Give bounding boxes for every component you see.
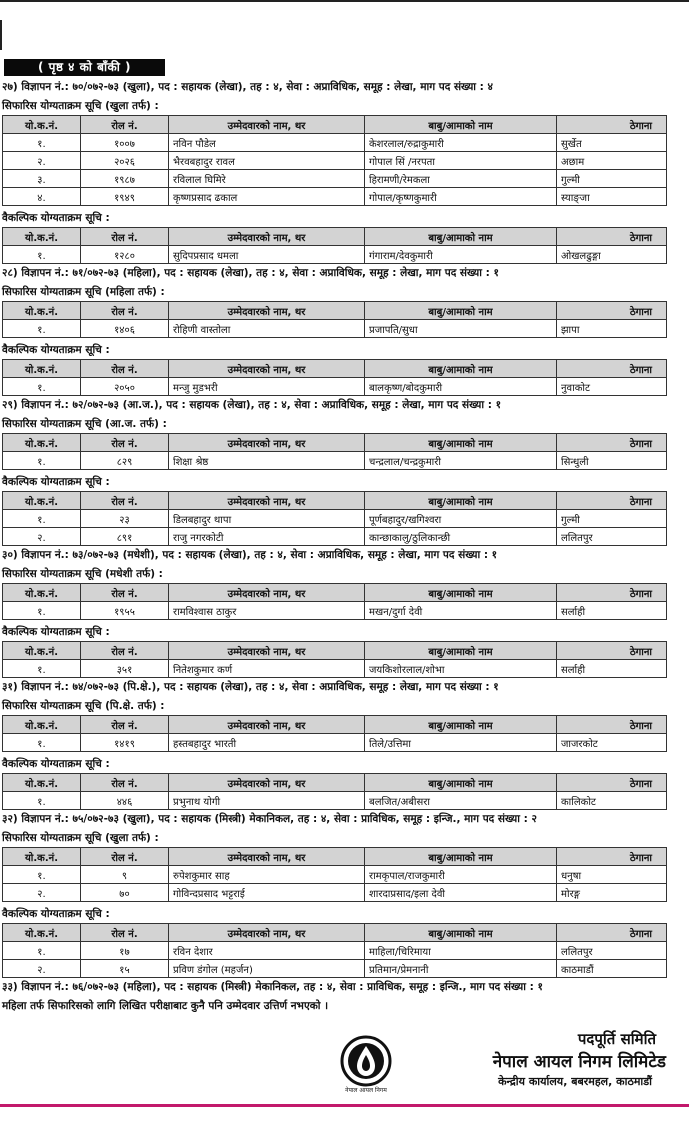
cell-roll: ४४६ xyxy=(81,792,169,810)
cell-sn: १. xyxy=(3,246,81,264)
column-header-address: ठेगाना xyxy=(557,642,667,660)
cell-parents: चन्द्रलाल/चन्द्रकुमारी xyxy=(365,452,557,470)
column-header-sn: यो.क.नं. xyxy=(3,642,81,660)
candidate-table xyxy=(2,923,667,978)
column-header-sn: यो.क.नं. xyxy=(3,716,81,734)
candidate-table xyxy=(2,301,667,338)
cell-address: मोरङ्ग xyxy=(557,884,667,902)
cell-roll: २३ xyxy=(81,510,169,528)
column-header-sn: यो.क.नं. xyxy=(3,360,81,378)
candidate-table xyxy=(2,359,667,396)
candidate-table xyxy=(2,715,667,752)
cell-sn: १. xyxy=(3,452,81,470)
column-header-sn: यो.क.नं. xyxy=(3,302,81,320)
cell-roll: १५ xyxy=(81,960,169,978)
cell-address: ललितपुर xyxy=(557,528,667,546)
column-header-name: उम्मेदवारको नाम, थर xyxy=(169,228,365,246)
table-header-row xyxy=(3,642,667,660)
table-header-row xyxy=(3,716,667,734)
cell-address: सर्लाही xyxy=(557,660,667,678)
left-margin-mark xyxy=(0,20,2,50)
column-header-name: उम्मेदवारको नाम, थर xyxy=(169,584,365,602)
column-header-sn: यो.क.नं. xyxy=(3,584,81,602)
cell-name: नितेशकुमार कर्ण xyxy=(169,660,365,678)
section-header: २७) विज्ञापन नं.: ७०/०७२-७३ (खुला), पद : सहायक (लेखा), तह : ४, सेवा : अप्राविधिक, समूह : लेखा, माग पद संख्या : ४ xyxy=(2,81,493,93)
column-header-sn: यो.क.नं. xyxy=(3,434,81,452)
cell-name: रविन देशार xyxy=(169,942,365,960)
candidate-table xyxy=(2,847,667,902)
table-header-row xyxy=(3,848,667,866)
column-header-address: ठेगाना xyxy=(557,116,667,134)
table-header-row xyxy=(3,492,667,510)
cell-roll: १७ xyxy=(81,942,169,960)
column-header-roll: रोल नं. xyxy=(81,774,169,792)
table-row xyxy=(3,170,667,188)
cell-roll: ८९१ xyxy=(81,528,169,546)
section-header: ३३) विज्ञापन नं.: ७६/०७२-७३ (महिला), पद : सहायक (मिस्त्री) मेकानिकल, तह : ४, सेवा : प्राविधिक, समूह : इन्जि., माग पद संख्या : १ xyxy=(2,981,543,993)
recommended-list-title: सिफारिस योग्यताक्रम सूचि (खुला तर्फ) : xyxy=(2,100,159,112)
cell-parents: बलजित/अबीसरा xyxy=(365,792,557,810)
column-header-name: उम्मेदवारको नाम, थर xyxy=(169,716,365,734)
cell-roll: ३५१ xyxy=(81,660,169,678)
section-header: २९) विज्ञापन नं.: ७२/०७२-७३ (आ.ज.), पद : सहायक (लेखा), तह : ४, सेवा : अप्राविधिक, समूह : लेखा, माग पद संख्या : १ xyxy=(2,399,502,411)
column-header-name: उम्मेदवारको नाम, थर xyxy=(169,924,365,942)
cell-parents: रामकृपाल/राजकुमारी xyxy=(365,866,557,884)
cell-name: राजु नगरकोटी xyxy=(169,528,365,546)
candidate-table xyxy=(2,583,667,620)
column-header-address: ठेगाना xyxy=(557,302,667,320)
table-row xyxy=(3,188,667,206)
cell-address: स्याङ्जा xyxy=(557,188,667,206)
noc-logo-icon xyxy=(338,1035,394,1095)
table-row xyxy=(3,246,667,264)
cell-parents: माहिला/चिरिमाया xyxy=(365,942,557,960)
cell-roll: १९८७ xyxy=(81,170,169,188)
section-header: ३०) विज्ञापन नं.: ७३/०७२-७३ (मधेशी), पद : सहायक (लेखा), तह : ४, सेवा : अप्राविधिक, समूह : लेखा, माग पद संख्या : १ xyxy=(2,549,498,561)
table-row xyxy=(3,884,667,902)
table-header-row xyxy=(3,774,667,792)
cell-address: काठमाडौं xyxy=(557,960,667,978)
table-header-row xyxy=(3,360,667,378)
cell-name: प्रविण डंगोल (महर्जन) xyxy=(169,960,365,978)
cell-sn: १. xyxy=(3,942,81,960)
column-header-name: उम्मेदवारको नाम, थर xyxy=(169,848,365,866)
column-header-parents: बाबु/आमाको नाम xyxy=(365,434,557,452)
cell-parents: प्रतिमान/प्रेमनानी xyxy=(365,960,557,978)
column-header-parents: बाबु/आमाको नाम xyxy=(365,228,557,246)
cell-name: प्रभुनाथ योगी xyxy=(169,792,365,810)
column-header-roll: रोल नं. xyxy=(81,302,169,320)
table-row xyxy=(3,452,667,470)
cell-sn: ४. xyxy=(3,188,81,206)
cell-name: कृष्णप्रसाद ढकाल xyxy=(169,188,365,206)
column-header-roll: रोल नं. xyxy=(81,584,169,602)
candidate-table xyxy=(2,641,667,678)
cell-roll: २०२६ xyxy=(81,152,169,170)
column-header-sn: यो.क.नं. xyxy=(3,228,81,246)
cell-parents: प्रजापति/सुधा xyxy=(365,320,557,338)
section-header: २८) विज्ञापन नं.: ७१/०७२-७३ (महिला), पद : सहायक (लेखा), तह : ४, सेवा : अप्राविधिक, समूह : लेखा, माग पद संख्या : १ xyxy=(2,267,499,279)
table-header-row xyxy=(3,302,667,320)
candidate-table xyxy=(2,115,667,206)
cell-address: गुल्मी xyxy=(557,510,667,528)
cell-sn: ३. xyxy=(3,170,81,188)
recommended-list-title: सिफारिस योग्यताक्रम सूचि (आ.ज. तर्फ) : xyxy=(2,418,167,430)
cell-address: जाजरकोट xyxy=(557,734,667,752)
cell-address: सुर्खेत xyxy=(557,134,667,152)
bottom-accent-rule xyxy=(0,1104,689,1107)
alternate-list-title: वैकल्पिक योग्यताक्रम सूचि : xyxy=(2,476,110,488)
cell-sn: १. xyxy=(3,320,81,338)
table-header-row xyxy=(3,924,667,942)
cell-address: सिन्धुली xyxy=(557,452,667,470)
column-header-name: उम्मेदवारको नाम, थर xyxy=(169,434,365,452)
column-header-name: उम्मेदवारको नाम, थर xyxy=(169,774,365,792)
cell-address: झापा xyxy=(557,320,667,338)
cell-address: गुल्मी xyxy=(557,170,667,188)
recommended-list-title: सिफारिस योग्यताक्रम सूचि (पि.क्षे. तर्फ) : xyxy=(2,700,165,712)
cell-parents: गोपाल/कृष्णकुमारी xyxy=(365,188,557,206)
column-header-roll: रोल नं. xyxy=(81,716,169,734)
column-header-address: ठेगाना xyxy=(557,924,667,942)
column-header-roll: रोल नं. xyxy=(81,848,169,866)
cell-parents: पूर्णबहादुर/खगिश्वरा xyxy=(365,510,557,528)
table-header-row xyxy=(3,116,667,134)
cell-roll: १४०६ xyxy=(81,320,169,338)
recommended-list-title: सिफारिस योग्यताक्रम सूचि (खुला तर्फ) : xyxy=(2,832,159,844)
cell-roll: १९४९ xyxy=(81,188,169,206)
cell-sn: २. xyxy=(3,152,81,170)
table-row xyxy=(3,792,667,810)
top-rule xyxy=(0,0,689,2)
column-header-address: ठेगाना xyxy=(557,360,667,378)
cell-parents: तिले/उत्तिमा xyxy=(365,734,557,752)
table-row xyxy=(3,960,667,978)
cell-address: कालिकोट xyxy=(557,792,667,810)
column-header-name: उम्मेदवारको नाम, थर xyxy=(169,360,365,378)
cell-name: डिलबहादुर थापा xyxy=(169,510,365,528)
organization-name: नेपाल आयल निगम लिमिटेड xyxy=(492,1052,666,1072)
column-header-parents: बाबु/आमाको नाम xyxy=(365,774,557,792)
cell-address: ओखलढुङ्गा xyxy=(557,246,667,264)
results-list xyxy=(2,78,687,1015)
alternate-list-title: वैकल्पिक योग्यताक्रम सूचि : xyxy=(2,626,110,638)
table-row xyxy=(3,734,667,752)
cell-sn: १. xyxy=(3,602,81,620)
candidate-table xyxy=(2,227,667,264)
cell-parents: जयकिशोरलाल/शोभा xyxy=(365,660,557,678)
cell-parents: केशरलाल/रुद्राकुमारी xyxy=(365,134,557,152)
cell-sn: १. xyxy=(3,734,81,752)
column-header-parents: बाबु/आमाको नाम xyxy=(365,716,557,734)
column-header-parents: बाबु/आमाको नाम xyxy=(365,584,557,602)
committee-name: पदपूर्ति समिति xyxy=(577,1030,656,1048)
table-row xyxy=(3,528,667,546)
cell-name: रोहिणी वास्तोला xyxy=(169,320,365,338)
cell-parents: मखन/दुर्गा देवी xyxy=(365,602,557,620)
candidate-table xyxy=(2,773,667,810)
cell-parents: बालकृष्ण/बोदकुमारी xyxy=(365,378,557,396)
column-header-roll: रोल नं. xyxy=(81,434,169,452)
table-row xyxy=(3,602,667,620)
cell-name: मन्जु मुडभरी xyxy=(169,378,365,396)
column-header-sn: यो.क.नं. xyxy=(3,774,81,792)
column-header-sn: यो.क.नं. xyxy=(3,492,81,510)
cell-sn: १. xyxy=(3,510,81,528)
table-row xyxy=(3,152,667,170)
cell-sn: १. xyxy=(3,134,81,152)
column-header-parents: बाबु/आमाको नाम xyxy=(365,492,557,510)
table-row xyxy=(3,320,667,338)
final-note: महिला तर्फ सिफारिसको लागि लिखित परीक्षाबाट कुनै पनि उम्मेदवार उत्तिर्ण नभएको । xyxy=(2,1000,329,1012)
cell-address: सर्लाही xyxy=(557,602,667,620)
column-header-parents: बाबु/आमाको नाम xyxy=(365,360,557,378)
cell-roll: १२८० xyxy=(81,246,169,264)
table-header-row xyxy=(3,228,667,246)
column-header-roll: रोल नं. xyxy=(81,642,169,660)
cell-name: भैरवबहादुर रावल xyxy=(169,152,365,170)
alternate-list-title: वैकल्पिक योग्यताक्रम सूचि : xyxy=(2,212,110,224)
table-row xyxy=(3,942,667,960)
cell-name: हस्तबहादुर भारती xyxy=(169,734,365,752)
column-header-sn: यो.क.नं. xyxy=(3,924,81,942)
cell-name: गोविन्दप्रसाद भट्टराई xyxy=(169,884,365,902)
recommended-list-title: सिफारिस योग्यताक्रम सूचि (मधेशी तर्फ) : xyxy=(2,568,163,580)
cell-parents: गोपाल सिं /नरपता xyxy=(365,152,557,170)
column-header-sn: यो.क.नं. xyxy=(3,848,81,866)
cell-sn: १. xyxy=(3,378,81,396)
column-header-roll: रोल नं. xyxy=(81,228,169,246)
cell-address: ललितपुर xyxy=(557,942,667,960)
column-header-address: ठेगाना xyxy=(557,434,667,452)
cell-sn: १. xyxy=(3,792,81,810)
column-header-roll: रोल नं. xyxy=(81,492,169,510)
table-header-row xyxy=(3,584,667,602)
cell-sn: २. xyxy=(3,528,81,546)
cell-roll: १००७ xyxy=(81,134,169,152)
cell-parents: शारदाप्रसाद/इला देवी xyxy=(365,884,557,902)
cell-sn: १. xyxy=(3,660,81,678)
cell-name: रुपेशकुमार साह xyxy=(169,866,365,884)
table-row xyxy=(3,660,667,678)
svg-text:नेपाल आयल निगम: नेपाल आयल निगम xyxy=(345,1087,387,1094)
column-header-name: उम्मेदवारको नाम, थर xyxy=(169,302,365,320)
cell-address: धनुषा xyxy=(557,866,667,884)
table-row xyxy=(3,134,667,152)
table-row xyxy=(3,378,667,396)
column-header-parents: बाबु/आमाको नाम xyxy=(365,302,557,320)
cell-parents: गंगाराम/देवकुमारी xyxy=(365,246,557,264)
alternate-list-title: वैकल्पिक योग्यताक्रम सूचि : xyxy=(2,908,110,920)
continuation-tab: ( पृष्ठ ४ को बाँकी ) xyxy=(4,59,165,76)
cell-roll: १९५५ xyxy=(81,602,169,620)
cell-roll: ८२९ xyxy=(81,452,169,470)
column-header-address: ठेगाना xyxy=(557,774,667,792)
column-header-address: ठेगाना xyxy=(557,848,667,866)
section-header: ३२) विज्ञापन नं.: ७५/०७२-७३ (खुला), पद : सहायक (मिस्त्री) मेकानिकल, तह : ४, सेवा : प्राविधिक, समूह : इन्जि., माग पद संख्या : २ xyxy=(2,813,537,825)
column-header-parents: बाबु/आमाको नाम xyxy=(365,642,557,660)
column-header-parents: बाबु/आमाको नाम xyxy=(365,924,557,942)
cell-sn: २. xyxy=(3,884,81,902)
column-header-address: ठेगाना xyxy=(557,492,667,510)
cell-name: रामविश्वास ठाकुर xyxy=(169,602,365,620)
column-header-parents: बाबु/आमाको नाम xyxy=(365,116,557,134)
column-header-parents: बाबु/आमाको नाम xyxy=(365,848,557,866)
cell-address: नुवाकोट xyxy=(557,378,667,396)
column-header-name: उम्मेदवारको नाम, थर xyxy=(169,116,365,134)
table-row xyxy=(3,866,667,884)
cell-name: रविलाल घिमिरे xyxy=(169,170,365,188)
column-header-name: उम्मेदवारको नाम, थर xyxy=(169,492,365,510)
candidate-table xyxy=(2,433,667,470)
column-header-address: ठेगाना xyxy=(557,716,667,734)
cell-roll: ९ xyxy=(81,866,169,884)
column-header-address: ठेगाना xyxy=(557,228,667,246)
cell-parents: हिरामणी/रेमकला xyxy=(365,170,557,188)
cell-sn: १. xyxy=(3,866,81,884)
cell-roll: ७० xyxy=(81,884,169,902)
column-header-roll: रोल नं. xyxy=(81,116,169,134)
cell-sn: २. xyxy=(3,960,81,978)
office-address: केन्द्रीय कार्यालय, बबरमहल, काठमाडौं xyxy=(498,1075,652,1088)
alternate-list-title: वैकल्पिक योग्यताक्रम सूचि : xyxy=(2,758,110,770)
recommended-list-title: सिफारिस योग्यताक्रम सूचि (महिला तर्फ) : xyxy=(2,286,165,298)
column-header-roll: रोल नं. xyxy=(81,924,169,942)
column-header-address: ठेगाना xyxy=(557,584,667,602)
candidate-table xyxy=(2,491,667,546)
column-header-sn: यो.क.नं. xyxy=(3,116,81,134)
signature-block xyxy=(404,1028,666,1090)
cell-roll: २०५० xyxy=(81,378,169,396)
section-header: ३१) विज्ञापन नं.: ७४/०७२-७३ (पि.क्षे.), पद : सहायक (लेखा), तह : ४, सेवा : अप्राविधिक, समूह : लेखा, माग पद संख्या : १ xyxy=(2,681,499,693)
cell-address: अछाम xyxy=(557,152,667,170)
cell-name: नविन पौडेल xyxy=(169,134,365,152)
cell-name: शिक्षा श्रेष्ठ xyxy=(169,452,365,470)
cell-name: सुदिपप्रसाद धमला xyxy=(169,246,365,264)
table-row xyxy=(3,510,667,528)
alternate-list-title: वैकल्पिक योग्यताक्रम सूचि : xyxy=(2,344,110,356)
cell-parents: कान्छाकालु/ठुलिकान्छी xyxy=(365,528,557,546)
column-header-name: उम्मेदवारको नाम, थर xyxy=(169,642,365,660)
table-header-row xyxy=(3,434,667,452)
cell-roll: १४१९ xyxy=(81,734,169,752)
column-header-roll: रोल नं. xyxy=(81,360,169,378)
